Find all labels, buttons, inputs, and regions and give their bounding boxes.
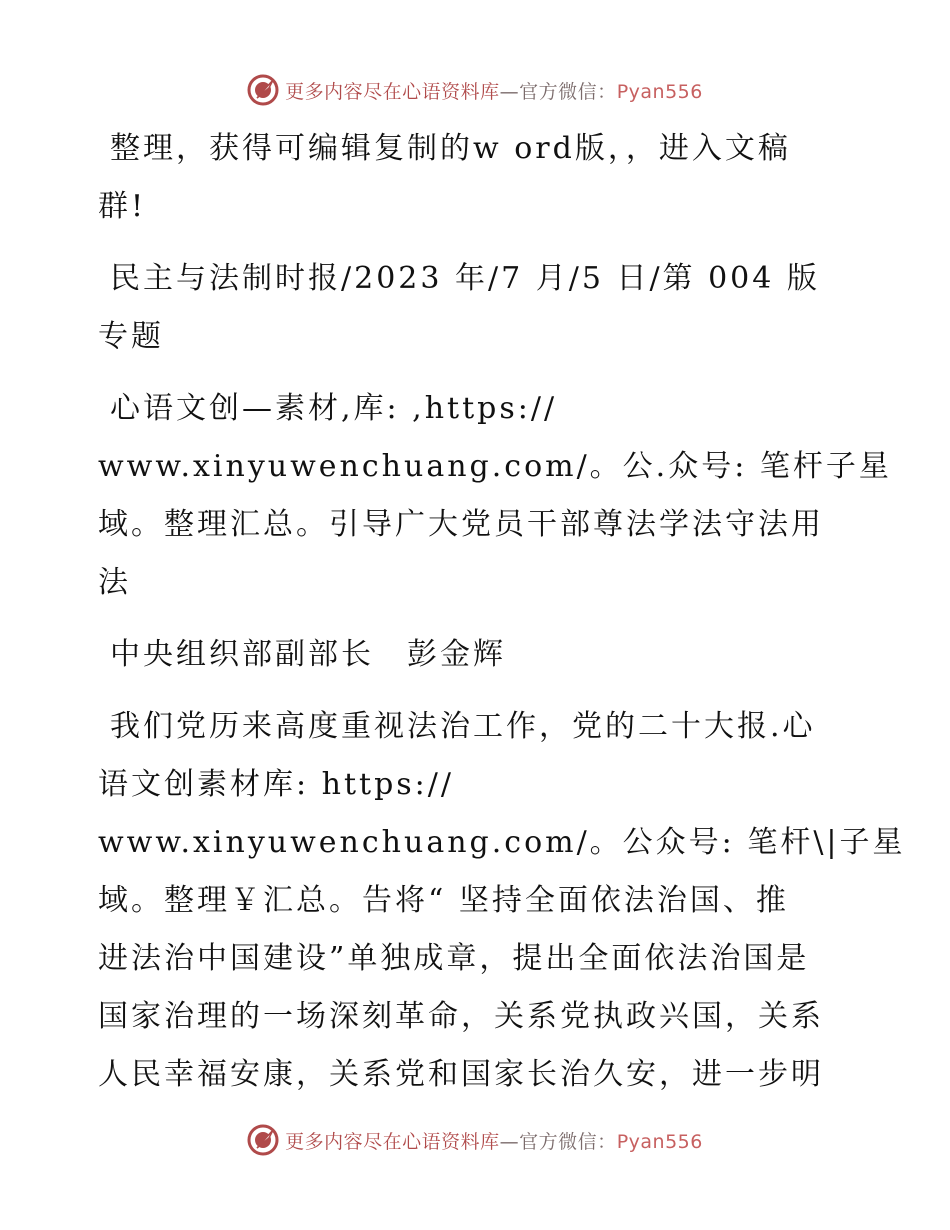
banner-wechat: Pyan556 (616, 80, 703, 103)
text-line: 进法治中国建设”单独成章，提出全面依法治国是 (98, 941, 810, 976)
text-line: 群! (98, 189, 147, 224)
text-line: 域。整理￥汇总。告将“ 坚持全面依法治国、推 (98, 883, 789, 918)
text-line: www.xinyuwenchuang.com/。公.众号: 笔杆子星 (98, 449, 892, 484)
text-line: 我们党历来高度重视法治工作，党的二十大报.心 (110, 709, 816, 744)
text-line: 人民幸福安康，关系党和国家长治久安，进一步明 (98, 1057, 824, 1092)
text-line: 国家治理的一场深刻革命，关系党执政兴国，关系 (98, 999, 824, 1034)
text-line: 法 (98, 565, 131, 600)
banner-text (285, 77, 703, 104)
text-line: www.xinyuwenchuang.com/。公众号: 笔杆\|子星 (98, 825, 906, 860)
paragraph-intro (98, 120, 858, 236)
paragraph-author (98, 626, 858, 684)
paragraph-body (98, 698, 906, 1104)
text-line: 专题 (98, 319, 164, 354)
footer-watermark-banner (0, 1118, 950, 1162)
paragraph-source (98, 250, 858, 366)
text-line: 语文创素材库: https:// (98, 767, 454, 802)
paragraph-title (98, 380, 892, 612)
document-body (98, 120, 906, 1118)
text-line: 中央组织部副部长 彭金辉 (110, 637, 506, 672)
quill-logo-icon (247, 74, 279, 106)
text-line: 心语文创—素材,库: ,https:// (110, 391, 558, 426)
banner-main: 更多内容尽在心语资料库 (285, 1130, 500, 1153)
banner-label: 官方微信： (519, 80, 617, 103)
text-line: 域。整理汇总。引导广大党员干部尊法学法守法用 (98, 507, 824, 542)
banner-label: 官方微信： (519, 1130, 617, 1153)
text-line: 民主与法制时报/2023 年/7 月/5 日/第 004 版 (110, 261, 820, 296)
banner-dash: — (499, 1130, 520, 1153)
header-watermark-banner (0, 68, 950, 112)
banner-main: 更多内容尽在心语资料库 (285, 80, 500, 103)
banner-dash: — (499, 80, 520, 103)
banner-wechat: Pyan556 (616, 1130, 703, 1153)
quill-logo-icon (247, 1124, 279, 1156)
banner-text (285, 1127, 703, 1154)
text-line: 整理，获得可编辑复制的w ord版，，进入文稿 (110, 131, 791, 166)
